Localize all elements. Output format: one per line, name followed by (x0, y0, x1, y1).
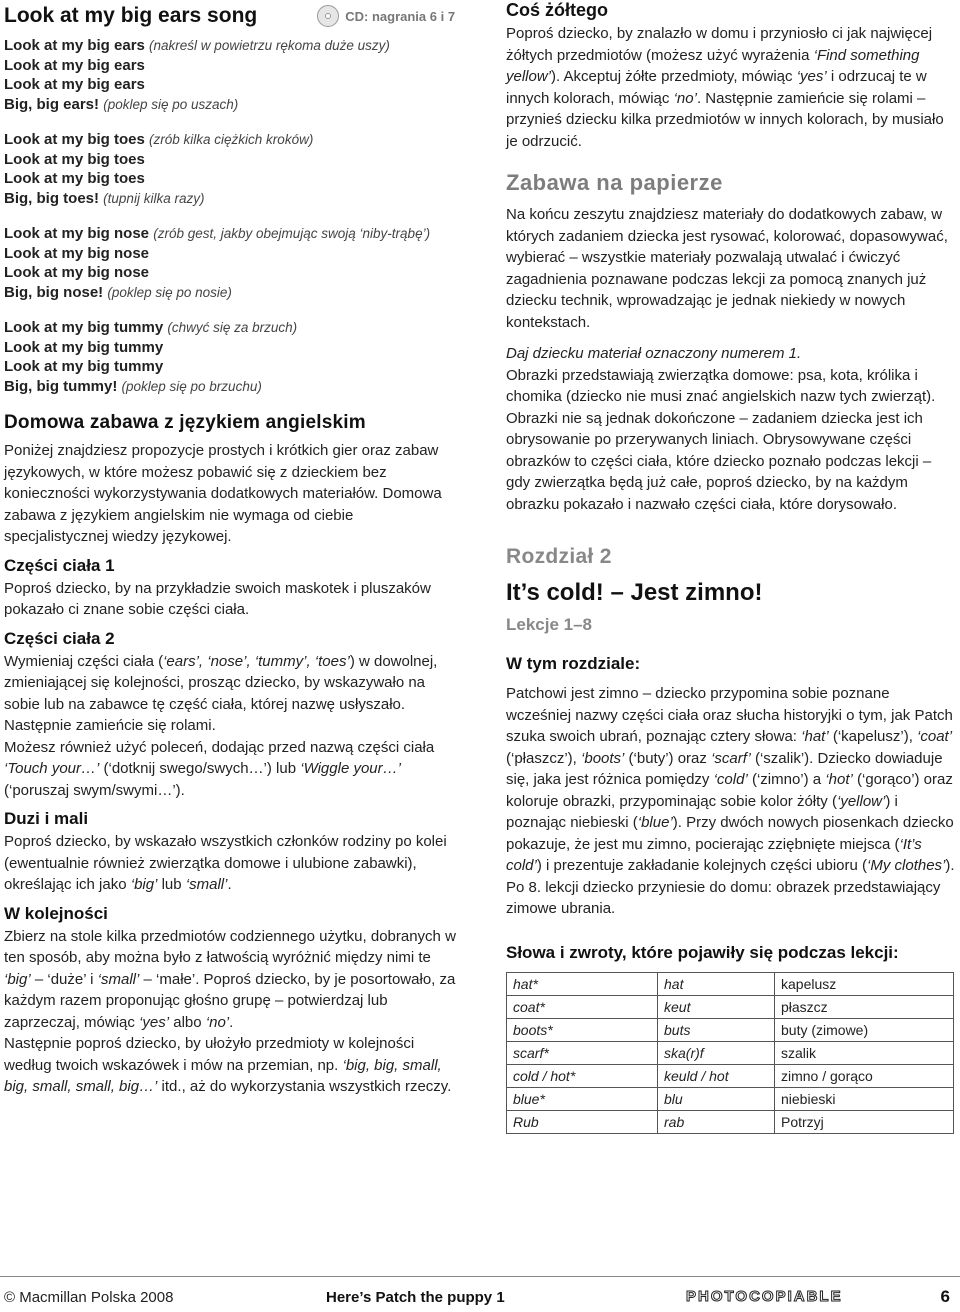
action-note: (zrób kilka ciężkich kroków) (149, 132, 314, 147)
chapter-label: Rozdział 2 (506, 545, 612, 568)
lyric-line: Look at my big nose (4, 244, 150, 262)
song-title: Look at my big ears song (4, 4, 258, 27)
polish-translation: zimno / gorąco (775, 1064, 954, 1087)
order-heading: W kolejności (4, 903, 108, 923)
polish-translation: niebieski (775, 1087, 954, 1110)
yellow-heading: Coś żółtego (506, 0, 608, 20)
english-word: coat* (507, 995, 658, 1018)
chapter-lessons: Lekcje 1–8 (506, 615, 593, 634)
brand-name: Here’s Patch the puppy 1 (326, 1289, 505, 1306)
lyric-line: Big, big toes! (tupnij kilka razy) (4, 189, 205, 207)
english-word: blue* (507, 1087, 658, 1110)
body-parts-1-heading: Części ciała 1 (4, 555, 115, 575)
lyric-line: Big, big nose! (poklep się po nosie) (4, 283, 232, 301)
after-lesson-8-text: Po 8. lekcji dziecko przyniesie do domu: obrazek przedstawiający zimowe ubrania. (506, 878, 941, 917)
lyric-line: Look at my big toes (zrób kilka ciężkich kroków) (4, 131, 314, 148)
order-text: Zbierz na stole kilka przedmiotów codziennego użytku, dobranych w ten sposób, aby można było z łatwością wyróżnić między nimi te ‘big’ – ‘duże’ i ‘small’ – ‘małe’. Poproś dziecko, by je posortowało, za każdym razem proponując głośno grupę – potwierdzaj lub zaprzeczaj, mówiąc ‘yes’ albo ‘no’. (4, 927, 456, 1031)
action-note: (poklep się po uszach) (103, 96, 239, 112)
action-note: (poklep się po nosie) (107, 284, 232, 300)
lyric-line: Look at my big ears (nakreśl w powietrzu rękoma duże uszy) (4, 37, 390, 54)
action-note: (nakreśl w powietrzu rękoma duże uszy) (149, 38, 390, 53)
action-note: (chwyć się za brzuch) (167, 320, 298, 335)
body-parts-2-text: Wymieniaj części ciała (‘ears’, ‘nose’, ‘tummy’, ‘toes’) w dowolnej, zmieniającej się kolejności, prosząc dziecko, by wskazywało na sobie lub na zabawce tę część ciała, której nazwę usłyszało. Następnie zamieńcie się rolami. (4, 652, 438, 734)
song-header (4, 0, 456, 32)
lyric-line: Look at my big ears (4, 56, 145, 74)
lyric-line: Big, big ears! (poklep się po uszach) (4, 95, 239, 113)
yellow-text: Poproś dziecko, by znalazło w domu i przyniosło ci jak najwięcej żółtych przedmiotów (możesz użyć wyrażenia ‘Find something yellow’). Akceptuj żółte przedmioty, mówiąc ‘yes’ i odrzucaj te w innych kolorach, mówiąc ‘no’. Następnie zamieńcie się rolami – przynieś dziecku kilka przedmiotów w innych kolorach, by musiało je odrzucić. (506, 25, 944, 150)
table-row (507, 1064, 954, 1087)
order-text-2: Następnie poproś dziecko, by ułożyło przedmioty w kolejności według twoich wskazówek i mów na przemian, np. ‘big, big, small, big, small, small, big…’ itd., aż do wykorzystania wszystkich rzeczy. (4, 1035, 452, 1095)
vocab-table (506, 972, 954, 1134)
big-small-heading: Duzi i mali (4, 809, 89, 828)
pronunciation: blu (658, 1087, 775, 1110)
right-column (506, 0, 956, 1134)
lyric-line: Look at my big tummy (4, 338, 164, 356)
lyric-line: Look at my big nose (4, 264, 150, 281)
polish-translation: płaszcz (775, 995, 954, 1018)
table-row (507, 1018, 954, 1041)
lyric-line: Look at my big nose (zrób gest, jakby obejmując swoją ‘niby-trąbę’) (4, 225, 431, 242)
song-stanza (4, 318, 456, 396)
home-game-heading: Domowa zabawa z językiem angielskim (4, 412, 366, 433)
in-chapter-text: Patchowi jest zimno – dziecko przypomina sobie poznane wcześniej nazwy części ciała oraz słucha historyjki o tym, jak Patch szuka swoich ubrań, poznając cztery słowa: ‘hat’ (‘kapelusz’), ‘coat’ (‘płaszcz’), ‘boots’ (‘buty’) oraz ‘scarf’ (‘szalik’). Dziecko dowiaduje się, jaka jest różnica pomiędzy ‘cold’ (‘zimno’) a ‘hot’ (‘gorąco’) oraz koloruje obrazki, przypominając sobie kolor żółty (‘yellow’) i poznając niebieski (‘blue’). Przy dwóch nowych piosenkach dziecko pokazuje, że jest mu zimno, pocierając zziębnięte miejsca (‘It’s cold’) i prezentuje zakładanie kolejnych części ubioru (‘My clothes’). (506, 685, 955, 874)
footer (0, 1276, 960, 1312)
pronunciation: ska(r)f (658, 1041, 775, 1064)
english-word: hat* (507, 972, 658, 995)
polish-translation: Potrzyj (775, 1110, 954, 1133)
english-word: scarf* (507, 1041, 658, 1064)
cd-label: CD: nagrania 6 i 7 (345, 8, 456, 24)
vocab-heading: Słowa i zwroty, które pojawiły się podczas lekcji: (506, 942, 899, 962)
cd-reference (317, 5, 455, 27)
home-game-intro: Poniżej znajdziesz propozycje prostych i krótkich gier oraz zabaw językowych, w które możesz pobawić się z dzieckiem bez konieczności wykorzystywania dodatkowych materiałów. Domowa zabawa z językiem angielskim nie wymaga od ciebie specjalistycznej wiedzy językowej. (4, 442, 442, 545)
pronunciation: keuld / hot (658, 1064, 775, 1087)
lyric-line: Look at my big tummy (chwyć się za brzuch) (4, 319, 298, 336)
copyright: © Macmillan Polska 2008 (4, 1289, 174, 1306)
table-row (507, 995, 954, 1018)
polish-translation: szalik (775, 1041, 954, 1064)
polish-translation: kapelusz (775, 972, 954, 995)
lyric-line: Look at my big toes (4, 170, 145, 187)
pronunciation: buts (658, 1018, 775, 1041)
pronunciation: keut (658, 995, 775, 1018)
pronunciation: rab (658, 1110, 775, 1133)
lyric-line: Big, big tummy! (poklep się po brzuchu) (4, 377, 262, 395)
table-row (507, 1041, 954, 1064)
paper-game-heading: Zabawa na papierze (506, 170, 723, 195)
lyric-line: Look at my big ears (4, 76, 145, 93)
paper-game-text: Na końcu zeszytu znajdziesz materiały do dodatkowych zabaw, w których zadaniem dziecka jest rysować, kolorować, dopasowywać, wybierać – wszystkie materiały pozwalają utwalać i ćwiczyć zagadnienia poznawane podczas lekcji za pomocą znanych już dziecku technik, wprowadzając je jednak niekiedy w nowych kontekstach. (506, 206, 948, 331)
table-row (507, 1110, 954, 1133)
english-word: boots* (507, 1018, 658, 1041)
song-stanza (4, 130, 456, 208)
polish-translation: buty (zimowe) (775, 1018, 954, 1041)
pronunciation: hat (658, 972, 775, 995)
cd-icon (317, 5, 339, 27)
table-row (507, 1087, 954, 1110)
body-parts-2-extra: Możesz również użyć poleceń, dodając przed nazwą części ciała ‘Touch your…’ (‘dotknij swego/swych…’) lub ‘Wiggle your…’ (‘poruszaj swym/swymi…’). (4, 738, 435, 799)
in-chapter-heading: W tym rozdziale: (506, 654, 641, 673)
action-note: (zrób gest, jakby obejmując swoją ‘niby-trąbę’) (153, 226, 431, 241)
paper-game-instruction: Daj dziecku materiał oznaczony numerem 1. (506, 345, 802, 362)
body-parts-2-heading: Części ciała 2 (4, 628, 115, 648)
lyric-line: Look at my big tummy (4, 358, 164, 375)
body-parts-1-text: Poproś dziecko, by na przykładzie swoich maskotek i pluszaków pokazało ci znane sobie części ciała. (4, 579, 431, 618)
action-note: (poklep się po brzuchu) (121, 378, 262, 394)
table-row (507, 972, 954, 995)
song-stanza (4, 36, 456, 114)
paper-game-text-2: Obrazki przedstawiają zwierzątka domowe: psa, kota, królika i chomika (dziecko nie musi znać angielskich nazw tych zwierząt). Obrazki nie są jednak dokończone – zadaniem dziecka jest ich obrysowanie po przerywanych liniach. Obrysowywane części obrazków to części ciała, które dziecko poznało podczas lekcji – gdy zwierzątka będą już całe, poproś dziecko, by na każdym obrazku pokazało i nazwało części ciała, które dorysowało. (506, 366, 936, 513)
left-column (4, 0, 456, 1098)
chapter-title: It’s cold! – Jest zimno! (506, 579, 763, 606)
lyric-line: Look at my big toes (4, 150, 145, 168)
song-lyrics (4, 36, 456, 396)
photocopiable-label: PHOTOCOPIABLE (686, 1288, 843, 1305)
big-small-text: Poproś dziecko, by wskazało wszystkich członków rodziny po kolei (ewentualnie również zwierzątka domowe i ulubione zabawki), określając ich jako ‘big’ lub ‘small’. (4, 833, 447, 893)
page-number: 6 (940, 1287, 950, 1306)
english-word: Rub (507, 1110, 658, 1133)
english-word: cold / hot* (507, 1064, 658, 1087)
song-stanza (4, 224, 456, 302)
action-note: (tupnij kilka razy) (103, 190, 205, 206)
